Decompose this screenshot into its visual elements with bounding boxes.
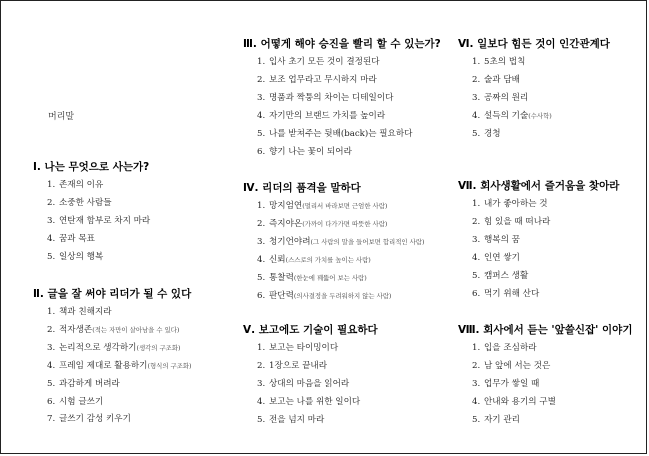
list-item: 4. 신뢰(스스로의 가치를 높이는 사람): [257, 254, 371, 265]
list-item: 7. 글쓰기 감성 키우기: [47, 414, 131, 425]
section-1: [33, 160, 150, 267]
section-items: [257, 198, 424, 305]
list-item: 1. 보고는 타이밍이다: [257, 343, 339, 353]
list-item: 3. 명품과 짝퉁의 차이는 디테일이다: [257, 92, 394, 103]
list-item: 2. 1장으로 끝내라: [257, 360, 328, 371]
list-item: 3. 논리적으로 생각하기(생각의 구조화): [47, 342, 181, 353]
list-item: 4. 인연 쌓기: [472, 252, 520, 263]
section-title: Ⅶ. 회사생활에서 즐거움을 찾아라: [458, 180, 620, 192]
list-item: 6. 판단력(의사결정을 두려워하지 않는 사람): [257, 290, 392, 301]
list-item: 3. 행복의 꿈: [472, 234, 520, 245]
list-item: 6. 시험 글쓰기: [47, 396, 104, 407]
section-title: Ⅲ. 어떻게 해야 승진을 빨리 할 수 있는가?: [243, 38, 441, 50]
prologue-label: 머리말: [48, 112, 75, 122]
list-item: 3. 업무가 쌓일 때: [472, 378, 540, 389]
section-8: [458, 323, 632, 430]
list-item: 1. 5초의 법칙: [472, 57, 526, 67]
list-item: 1. 내가 좋아하는 것: [472, 199, 548, 209]
list-item: 4. 프레임 제대로 활용하기(형식의 구조화): [47, 360, 192, 371]
list-item: 1. 존재의 이유: [47, 180, 104, 190]
list-item: 5. 통찰력(한눈에 꿰뚫어 보는 사람): [257, 272, 367, 283]
section-4: [243, 181, 424, 305]
section-title: Ⅴ. 보고에도 기술이 필요하다: [243, 324, 378, 336]
list-item: 5. 캠퍼스 생활: [472, 270, 529, 281]
list-item: 2. 보조 업무라고 무시하지 마라: [257, 74, 377, 85]
list-item: 4. 꿈과 목표: [47, 233, 95, 244]
list-item: 3. 공짜의 원리: [472, 92, 529, 103]
list-item: 6. 향기 나는 꽃이 되어라: [257, 146, 352, 157]
list-item: 2. 술과 담배: [472, 74, 520, 85]
section-title: Ⅷ. 회사에서 듣는 '앞쓸신잡' 이야기: [458, 324, 633, 336]
list-item: 2. 남 앞에 서는 것은: [472, 360, 551, 371]
list-item: 3. 상대의 마음을 읽어라: [257, 378, 350, 389]
section-title: Ⅱ. 글을 잘 써야 리더가 될 수 있다: [33, 288, 192, 300]
list-item: 1. 입을 조심하라: [472, 343, 537, 353]
section-items: [257, 54, 441, 161]
list-item: 1. 책과 친해지라: [47, 307, 112, 317]
list-item: 5. 일상의 행복: [47, 251, 104, 262]
list-item: 4. 안내와 용기의 구별: [472, 396, 556, 407]
list-item: 2. 적자생존(적는 자만이 살아남을 수 있다): [47, 324, 180, 335]
section-items: [47, 177, 150, 267]
list-item: 6. 먹기 위해 산다: [472, 288, 540, 299]
list-item: 2. 힘 있을 때 떠나라: [472, 216, 551, 227]
list-item: 5. 나를 받쳐주는 뒷배(back)는 필요하다: [257, 128, 413, 139]
list-item: 4. 설득의 기술(수사학): [472, 110, 552, 121]
section-items: [472, 196, 619, 303]
section-items: [472, 54, 610, 144]
list-item: 5. 자기 관리: [472, 414, 520, 425]
section-7: [458, 179, 619, 303]
list-item: 4. 보고는 나를 위한 일이다: [257, 396, 361, 407]
list-item: 3. 연탄재 함부로 차지 마라: [47, 215, 151, 226]
section-items: [472, 340, 632, 430]
list-item: 1. 망지엄연(멀리서 바라보면 근엄한 사람): [257, 201, 388, 211]
section-3: [243, 37, 441, 161]
list-item: 5. 과감하게 버려라: [47, 378, 120, 389]
section-title: Ⅰ. 나는 무엇으로 사는가?: [33, 161, 150, 173]
section-title: Ⅵ. 일보다 힘든 것이 인간관계다: [458, 38, 610, 50]
list-item: 3. 청기언야려(그 사람의 말을 들어보면 합리적인 사람): [257, 236, 425, 247]
list-item: 5. 경청: [472, 128, 501, 139]
section-items: [257, 340, 378, 430]
list-item: 2. 즉지야온(가까이 다가가면 따뜻한 사람): [257, 218, 388, 229]
section-2: [33, 287, 192, 429]
list-item: 2. 소중한 사람들: [47, 197, 112, 208]
list-item: 5. 전을 넘지 마라: [257, 414, 325, 425]
section-5: [243, 323, 378, 430]
section-6: [458, 37, 610, 144]
list-item: 1. 입사 초기 모든 것이 결정된다: [257, 57, 380, 67]
section-items: [47, 304, 192, 429]
list-item: 4. 자기만의 브랜드 가치를 높이라: [257, 110, 386, 121]
section-title: Ⅳ. 리더의 품격을 말하다: [243, 182, 361, 194]
